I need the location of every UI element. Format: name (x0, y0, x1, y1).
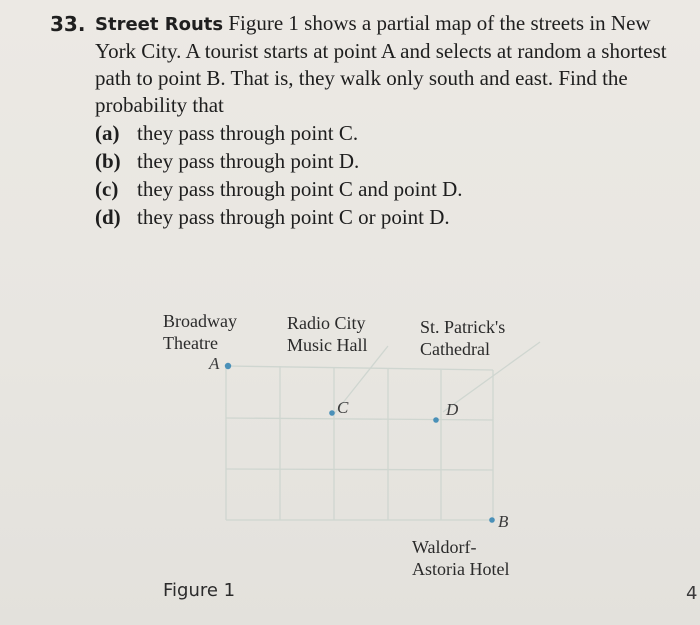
figure-caption: Figure 1 (163, 580, 236, 601)
label-st-patricks (420, 316, 505, 360)
landmark-line: Music Hall (287, 335, 368, 355)
part-text: they pass through point D. (137, 149, 360, 173)
landmark-line: Broadway (163, 311, 237, 331)
problem-text: Figure 1 shows a partial map of the streets in New York City. A tourist starts at point A and selects at random a shortest path to point B. That is, they walk only south and east. Find the probability that (95, 11, 667, 117)
point-d-dot (433, 417, 439, 423)
label-waldorf-astoria (412, 536, 509, 580)
point-b-dot (489, 517, 495, 523)
point-d-label: D (446, 400, 459, 419)
landmark-line: St. Patrick's (420, 317, 506, 337)
label-broadway-theatre (163, 310, 237, 354)
landmark-line: Radio City (287, 313, 366, 333)
landmark-line: Cathedral (420, 339, 490, 359)
part-text: they pass through point C. (137, 121, 359, 145)
point-a-dot (225, 363, 231, 369)
point-a-label: A (209, 354, 220, 373)
street-line (226, 366, 493, 370)
landmark-line: Astoria Hotel (412, 559, 510, 579)
part-text: they pass through point C and point D. (137, 177, 463, 201)
map-points (225, 363, 495, 523)
point-c-dot (329, 410, 335, 416)
part-text: they pass through point C or point D. (137, 205, 450, 229)
problem-number: 33. (50, 12, 86, 36)
label-radio-city (287, 312, 368, 356)
street-grid (226, 342, 540, 520)
part-label: (d) (95, 205, 121, 229)
part-label: (b) (95, 149, 121, 173)
part-label: (a) (95, 121, 120, 145)
landmark-line: Theatre (163, 333, 218, 353)
point-b-label: B (498, 512, 509, 531)
landmark-line: Waldorf- (412, 537, 477, 557)
street-line (226, 469, 493, 470)
page-number: 4 (686, 583, 698, 604)
part-label: (c) (95, 177, 119, 201)
point-c-label: C (337, 398, 349, 417)
problem-title: Street Routs (95, 14, 224, 35)
